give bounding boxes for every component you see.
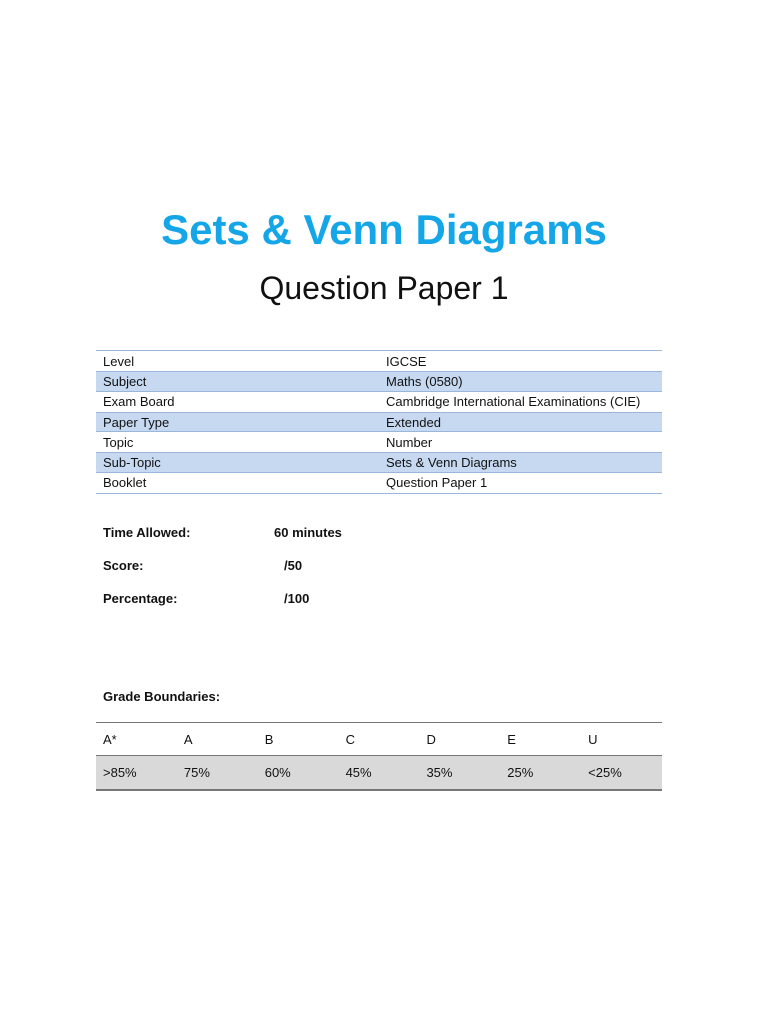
info-row-topic	[96, 432, 662, 452]
info-value: Sets & Venn Diagrams	[386, 455, 517, 471]
info-row-exam-board	[96, 392, 662, 412]
info-value: Question Paper 1	[386, 475, 488, 491]
info-value: Cambridge International Examinations (CIE)	[386, 394, 641, 410]
page-subtitle: Question Paper 1	[259, 270, 509, 306]
time-allowed-label: Time Allowed:	[103, 525, 191, 540]
grade-boundary-value: 75%	[183, 765, 210, 780]
info-label: Subject	[103, 373, 147, 389]
grade-label: B	[264, 731, 274, 747]
grade-label: C	[345, 731, 355, 747]
grade-label: U	[588, 731, 598, 747]
grade-boundary-value: >85%	[103, 765, 137, 780]
score-label: Score:	[103, 558, 144, 573]
grade-boundary-value: 45%	[345, 765, 372, 780]
info-value: Extended	[386, 414, 441, 430]
grade-label: A	[183, 731, 193, 747]
grade-boundaries-table	[96, 722, 662, 791]
grade-header-row	[96, 723, 662, 756]
grade-label: E	[507, 731, 516, 747]
info-label: Level	[103, 353, 135, 369]
grade-boundary-value: 25%	[507, 765, 534, 780]
info-value: Number	[386, 434, 433, 450]
info-row-paper-type	[96, 412, 662, 432]
info-row-booklet	[96, 473, 662, 493]
grade-label: A*	[103, 731, 117, 747]
percentage-value: /100	[284, 591, 310, 606]
info-label: Topic	[103, 434, 134, 450]
grade-label: D	[426, 731, 436, 747]
grade-boundary-value: <25%	[588, 765, 622, 780]
info-label: Sub-Topic	[103, 455, 161, 471]
grade-boundary-row	[96, 756, 662, 789]
score-value: /50	[284, 558, 303, 573]
info-label: Paper Type	[103, 414, 170, 430]
page-title: Sets & Venn Diagrams	[161, 206, 607, 253]
grade-boundary-value: 35%	[426, 765, 453, 780]
grade-boundaries-heading: Grade Boundaries:	[103, 689, 221, 704]
info-label: Booklet	[103, 475, 147, 491]
info-row-subject	[96, 371, 662, 391]
info-row-sub-topic	[96, 452, 662, 472]
time-allowed-value: 60 minutes	[274, 525, 342, 540]
info-row-level	[96, 351, 662, 371]
grade-boundary-value: 60%	[264, 765, 291, 780]
info-value: Maths (0580)	[386, 373, 463, 389]
percentage-label: Percentage:	[103, 591, 178, 606]
info-table	[96, 350, 662, 494]
info-value: IGCSE	[386, 353, 427, 369]
info-label: Exam Board	[103, 394, 175, 410]
